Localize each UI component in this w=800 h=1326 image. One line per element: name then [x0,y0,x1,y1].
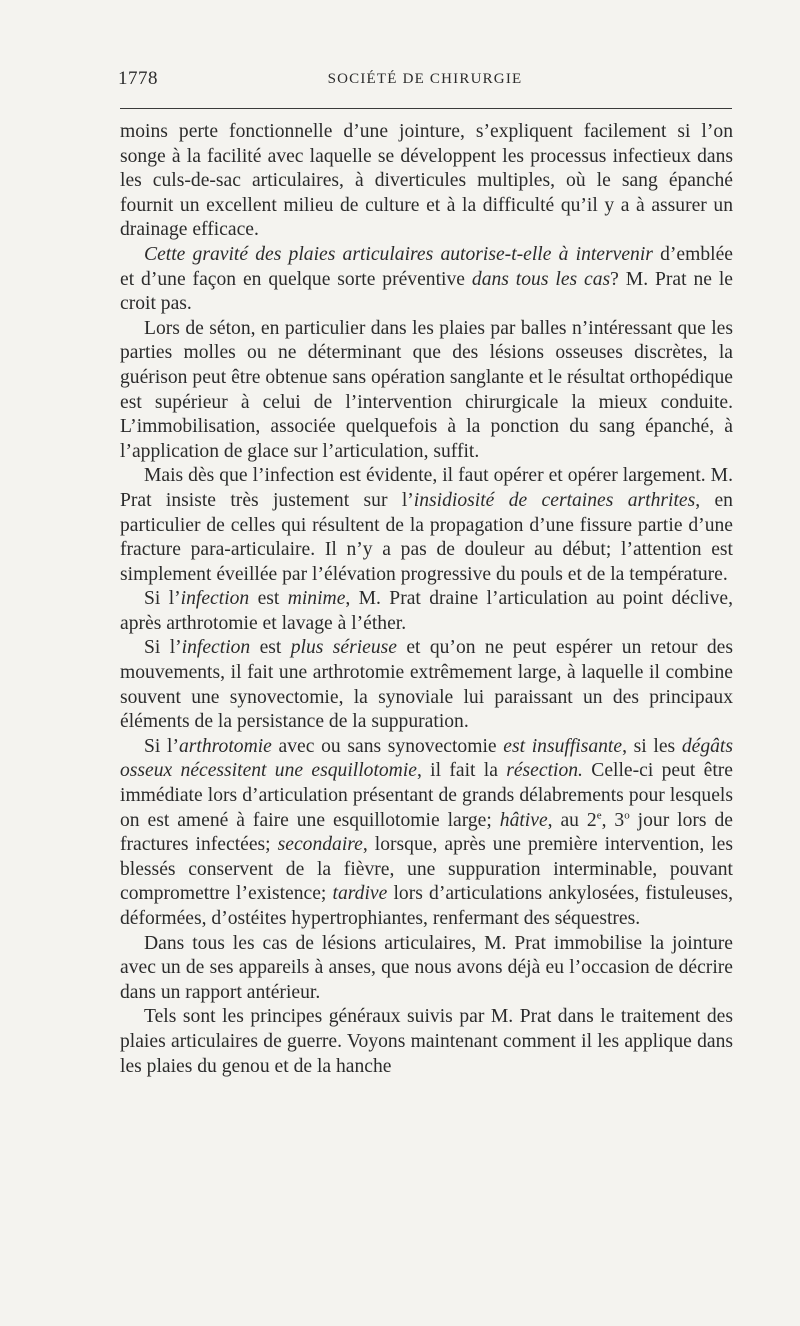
paragraph [120,464,733,587]
text-run: Tels sont les principes généraux suivis par M. Prat dans le traitement des plaies articulaires de guerre. Voyons maintenant comment il les applique dans les plaies du genou et de la hanche [120,1006,733,1077]
body-text [120,120,733,1079]
text-run: , lorsque, après une première intervention, les blessés conservent de la fièvre, une suppuration interminable, pouvant compromettre l’existence; [120,834,733,905]
italic-text: dans tous les cas [471,268,611,290]
text-run: jour lors de fractures infectées; [120,809,733,856]
text-run: est [250,637,291,659]
italic-text: Cette gravité des plaies articulaires autorise-t-elle à intervenir [144,243,653,265]
text-run: Si l’ [144,735,179,757]
page-number: 1778 [118,68,158,89]
text-run: avec ou sans synovectomie [271,735,504,757]
italic-text: minime [287,588,346,610]
text-run: moins perte fonctionnelle d’une jointure, s’expliquent facilement si l’on songe à la facilité avec laquelle se développent les processus infectieux dans les culs-de-sac articulaires, à diverticules multiples, où le sang épanché fournit un excellent milieu de culture et à la difficulté qu’il y a à assurer un drainage efficace. [120,121,733,241]
italic-text: insidiosité de certaines arthrites [413,489,696,511]
italic-text: secondaire [277,834,363,856]
text-run: , M. Prat draine l’articulation au point déclive, après arthrotomie et lavage à l’éther. [120,588,734,634]
paragraph [120,587,733,636]
page-header [118,68,732,92]
italic-text: infection [181,637,251,659]
text-run: Mais dès que l’infection est évidente, il faut opérer et opérer largement. M. Prat insiste très justement sur l’ [120,465,733,511]
italic-text: infection [180,588,250,610]
text-run: , au 2 [547,809,597,831]
text-run: lors d’articulations ankylosées, fistuleuses, déformées, d’ostéites hypertrophiantes, renfermant des séquestres. [120,883,733,929]
text-run: Si l’ [144,588,181,610]
running-head: SOCIÉTÉ DE CHIRURGIE [327,71,523,87]
text-run: , en particulier de celles qui résultent de la propagation d’une fissure partie d’une fracture para-articulaire. Il n’y a pas de douleur au début; l’attention est simplement éveillée par l’élévation progressive du pouls et de la température. [120,489,733,585]
text-run: , il fait la [416,760,507,782]
text-run: d’emblée et d’une façon en quelque sorte préventive [120,243,733,290]
italic-text: plus sérieuse [290,637,397,659]
italic-text: arthrotomie [178,735,272,757]
italic-text: est insuffisante [503,735,623,757]
text-run: Celle-ci peut être immédiate lors d’articulation présentant de grands délabrements pour lesquels on est amené à faire une esquillotomie large; [120,760,733,831]
paragraph [120,735,733,932]
paragraph [120,120,733,243]
header-rule [120,108,732,109]
paragraph [120,932,733,1006]
italic-text: tardive [332,883,388,905]
italic-text: dégâts osseux nécessitent une esquillotomie [120,735,733,782]
text-run: Si l’ [144,637,182,659]
text-run: , si les [622,735,682,757]
paragraph [120,1005,733,1079]
text-run: est [249,588,288,610]
paragraph [120,317,733,465]
superscript: e [596,809,602,822]
paragraph [120,243,733,317]
text-run: et qu’on ne peut espérer un retour des mouvements, il fait une arthrotomie extrêmement large, à laquelle il combine souvent une synovectomie, la synoviale lui paraissant un des principaux éléments de la persistance de la suppuration. [120,637,733,733]
text-run: , 3 [601,809,625,831]
text-run: Dans tous les cas de lésions articulaires, M. Prat immobilise la jointure avec un de ses appareils à anses, que nous avons déjà eu l’occasion de décrire dans un rapport antérieur. [120,932,733,1003]
paragraph [120,636,733,734]
italic-text: hâtive [499,809,548,831]
superscript: o [624,809,630,822]
text-run: Lors de séton, en particulier dans les plaies par balles n’intéressant que les parties molles ou ne déterminant que des lésions osseuses discrètes, la guérison peut être obtenue sans opération sanglante et le résultat orthopédique est supérieur à celui de l’intervention chirurgicale la mieux conduite. L’immobilisation, associée quelquefois à la ponction du sang épanché, à l’application de glace sur l’articulation, suffit. [120,317,733,462]
italic-text: résection. [506,760,583,782]
text-run: ? M. Prat ne le croit pas. [120,268,733,315]
